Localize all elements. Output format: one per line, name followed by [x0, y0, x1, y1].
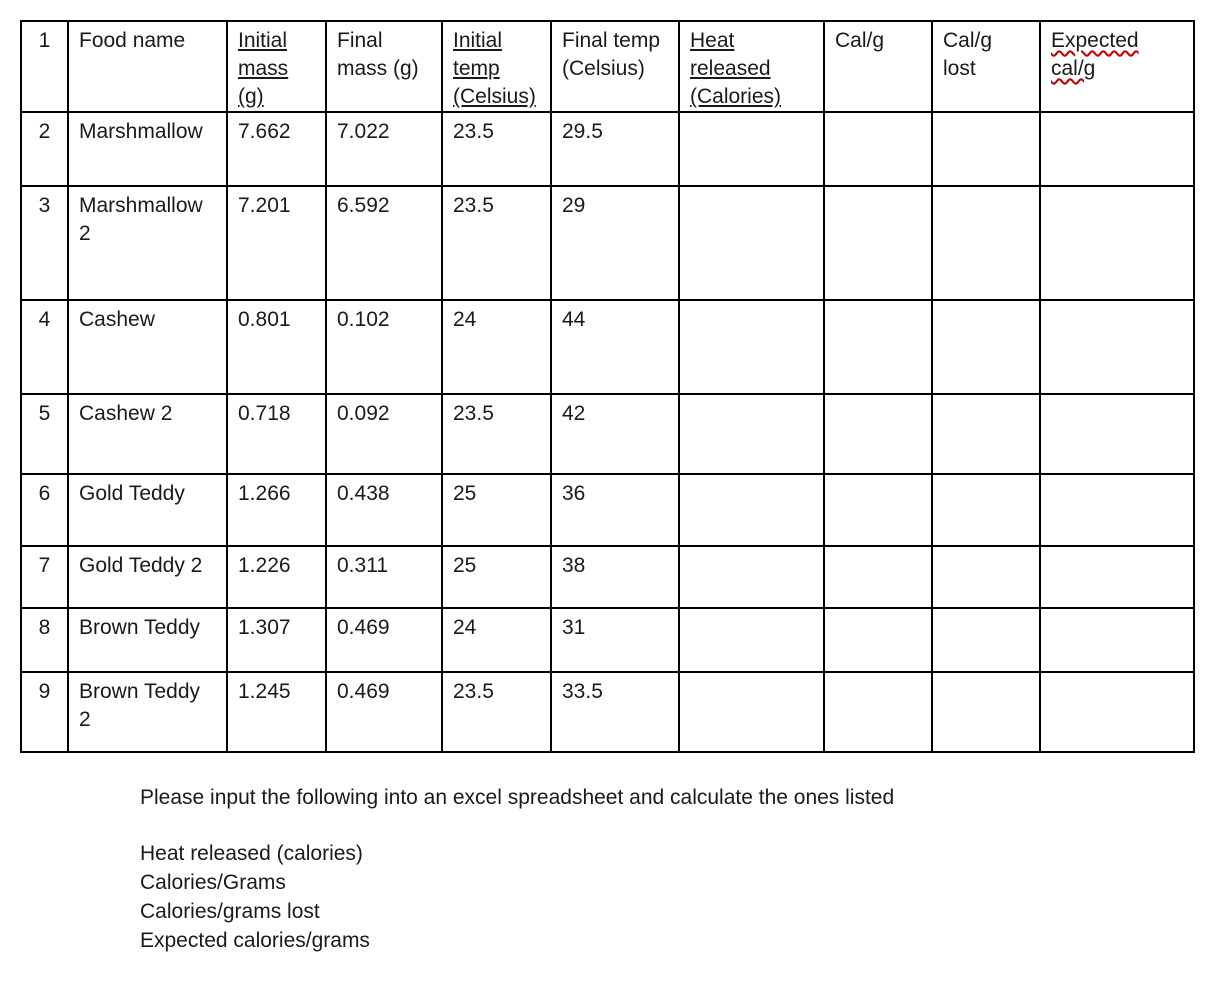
cell-cal-per-g-lost: [932, 112, 1040, 186]
cell-cal-per-g-lost: [932, 394, 1040, 474]
table-row: [21, 300, 1194, 394]
cell-initial-temp: 25: [442, 546, 551, 608]
cell-final-mass: 0.469: [326, 672, 442, 752]
cell-initial-mass: 0.718: [227, 394, 326, 474]
instruction-item: Expected calories/grams: [140, 929, 370, 952]
cell-initial-mass: 0.801: [227, 300, 326, 394]
cell-cal-per-g-lost: [932, 186, 1040, 300]
cell-heat-released: [679, 394, 824, 474]
cell-final-mass: 0.438: [326, 474, 442, 546]
row-number: 4: [21, 300, 68, 394]
row-number: 7: [21, 546, 68, 608]
cell-cal-per-g-lost: [932, 672, 1040, 752]
cell-expected-cal-per-g: [1040, 608, 1194, 672]
cell-heat-released: [679, 112, 824, 186]
header-food-name: Food name: [68, 21, 227, 112]
cell-heat-released: [679, 300, 824, 394]
cell-initial-temp: 24: [442, 608, 551, 672]
table-row: [21, 112, 1194, 186]
cell-cal-per-g-lost: [932, 474, 1040, 546]
cell-initial-temp: 23.5: [442, 394, 551, 474]
cell-final-temp: 29.5: [551, 112, 679, 186]
cell-final-temp: 29: [551, 186, 679, 300]
header-expected-cal-per-g-text: Expected cal/g: [1051, 29, 1139, 80]
instruction-item: Calories/grams lost: [140, 900, 320, 923]
cell-initial-mass: 1.307: [227, 608, 326, 672]
cell-final-temp: 38: [551, 546, 679, 608]
cell-final-temp: 44: [551, 300, 679, 394]
cell-cal-per-g-lost: [932, 546, 1040, 608]
cell-final-mass: 6.592: [326, 186, 442, 300]
cell-cal-per-g: [824, 608, 932, 672]
cell-food-name: Gold Teddy: [68, 474, 227, 546]
cell-cal-per-g: [824, 394, 932, 474]
cell-final-mass: 0.469: [326, 608, 442, 672]
cell-expected-cal-per-g: [1040, 112, 1194, 186]
table-row: [21, 474, 1194, 546]
header-initial-temp-text: Initial temp (Celsius): [453, 29, 536, 108]
cell-heat-released: [679, 546, 824, 608]
instruction-item: Calories/Grams: [140, 871, 286, 894]
header-initial-mass: [227, 21, 326, 112]
cell-cal-per-g: [824, 474, 932, 546]
cell-heat-released: [679, 186, 824, 300]
header-initial-temp: [442, 21, 551, 112]
cell-food-name: Cashew: [68, 300, 227, 394]
cell-final-temp: 33.5: [551, 672, 679, 752]
cell-final-mass: 7.022: [326, 112, 442, 186]
cell-final-temp: 31: [551, 608, 679, 672]
header-cal-per-g: Cal/g: [824, 21, 932, 112]
row-number: 5: [21, 394, 68, 474]
cell-initial-mass: 1.245: [227, 672, 326, 752]
cell-food-name: Brown Teddy 2: [68, 672, 227, 752]
cell-heat-released: [679, 608, 824, 672]
cell-initial-temp: 25: [442, 474, 551, 546]
cell-final-mass: 0.102: [326, 300, 442, 394]
cell-initial-temp: 23.5: [442, 112, 551, 186]
cell-initial-mass: 1.226: [227, 546, 326, 608]
table-row: [21, 546, 1194, 608]
header-row: [21, 21, 1194, 112]
cell-final-mass: 0.311: [326, 546, 442, 608]
header-heat-released-text: Heat released (Calories): [690, 29, 782, 108]
cell-expected-cal-per-g: [1040, 546, 1194, 608]
row-number: 8: [21, 608, 68, 672]
cell-food-name: Cashew 2: [68, 394, 227, 474]
header-final-temp: Final temp (Celsius): [551, 21, 679, 112]
cell-heat-released: [679, 672, 824, 752]
instructions: [140, 783, 894, 955]
cell-final-temp: 36: [551, 474, 679, 546]
cell-food-name: Brown Teddy: [68, 608, 227, 672]
header-expected-cal-per-g: [1040, 21, 1194, 112]
header-initial-mass-text: Initial mass (g): [238, 29, 289, 108]
cell-expected-cal-per-g: [1040, 186, 1194, 300]
row-number: 3: [21, 186, 68, 300]
cell-initial-temp: 23.5: [442, 186, 551, 300]
cell-cal-per-g: [824, 186, 932, 300]
header-cal-per-g-lost: Cal/g lost: [932, 21, 1040, 112]
cell-cal-per-g-lost: [932, 608, 1040, 672]
cell-cal-per-g: [824, 300, 932, 394]
instructions-lead: Please input the following into an excel spreadsheet and calculate the ones listed: [140, 786, 895, 809]
cell-expected-cal-per-g: [1040, 300, 1194, 394]
cell-cal-per-g: [824, 546, 932, 608]
cell-expected-cal-per-g: [1040, 672, 1194, 752]
cell-initial-mass: 7.201: [227, 186, 326, 300]
table-row: [21, 608, 1194, 672]
table-row: [21, 394, 1194, 474]
cell-cal-per-g-lost: [932, 300, 1040, 394]
cell-cal-per-g: [824, 112, 932, 186]
food-calorimetry-table: [20, 20, 1195, 753]
cell-initial-temp: 24: [442, 300, 551, 394]
cell-expected-cal-per-g: [1040, 394, 1194, 474]
header-heat-released: [679, 21, 824, 112]
table-row: [21, 672, 1194, 752]
instruction-item: Heat released (calories): [140, 842, 363, 865]
cell-final-temp: 42: [551, 394, 679, 474]
header-final-mass: Final mass (g): [326, 21, 442, 112]
row-number: 9: [21, 672, 68, 752]
cell-initial-mass: 1.266: [227, 474, 326, 546]
cell-final-mass: 0.092: [326, 394, 442, 474]
cell-initial-mass: 7.662: [227, 112, 326, 186]
cell-food-name: Marshmallow: [68, 112, 227, 186]
cell-food-name: Gold Teddy 2: [68, 546, 227, 608]
row-number: 6: [21, 474, 68, 546]
cell-heat-released: [679, 474, 824, 546]
table-row: [21, 186, 1194, 300]
cell-expected-cal-per-g: [1040, 474, 1194, 546]
row-number: 2: [21, 112, 68, 186]
cell-cal-per-g: [824, 672, 932, 752]
cell-food-name: Marshmallow 2: [68, 186, 227, 300]
cell-initial-temp: 23.5: [442, 672, 551, 752]
row-number: 1: [21, 21, 68, 112]
